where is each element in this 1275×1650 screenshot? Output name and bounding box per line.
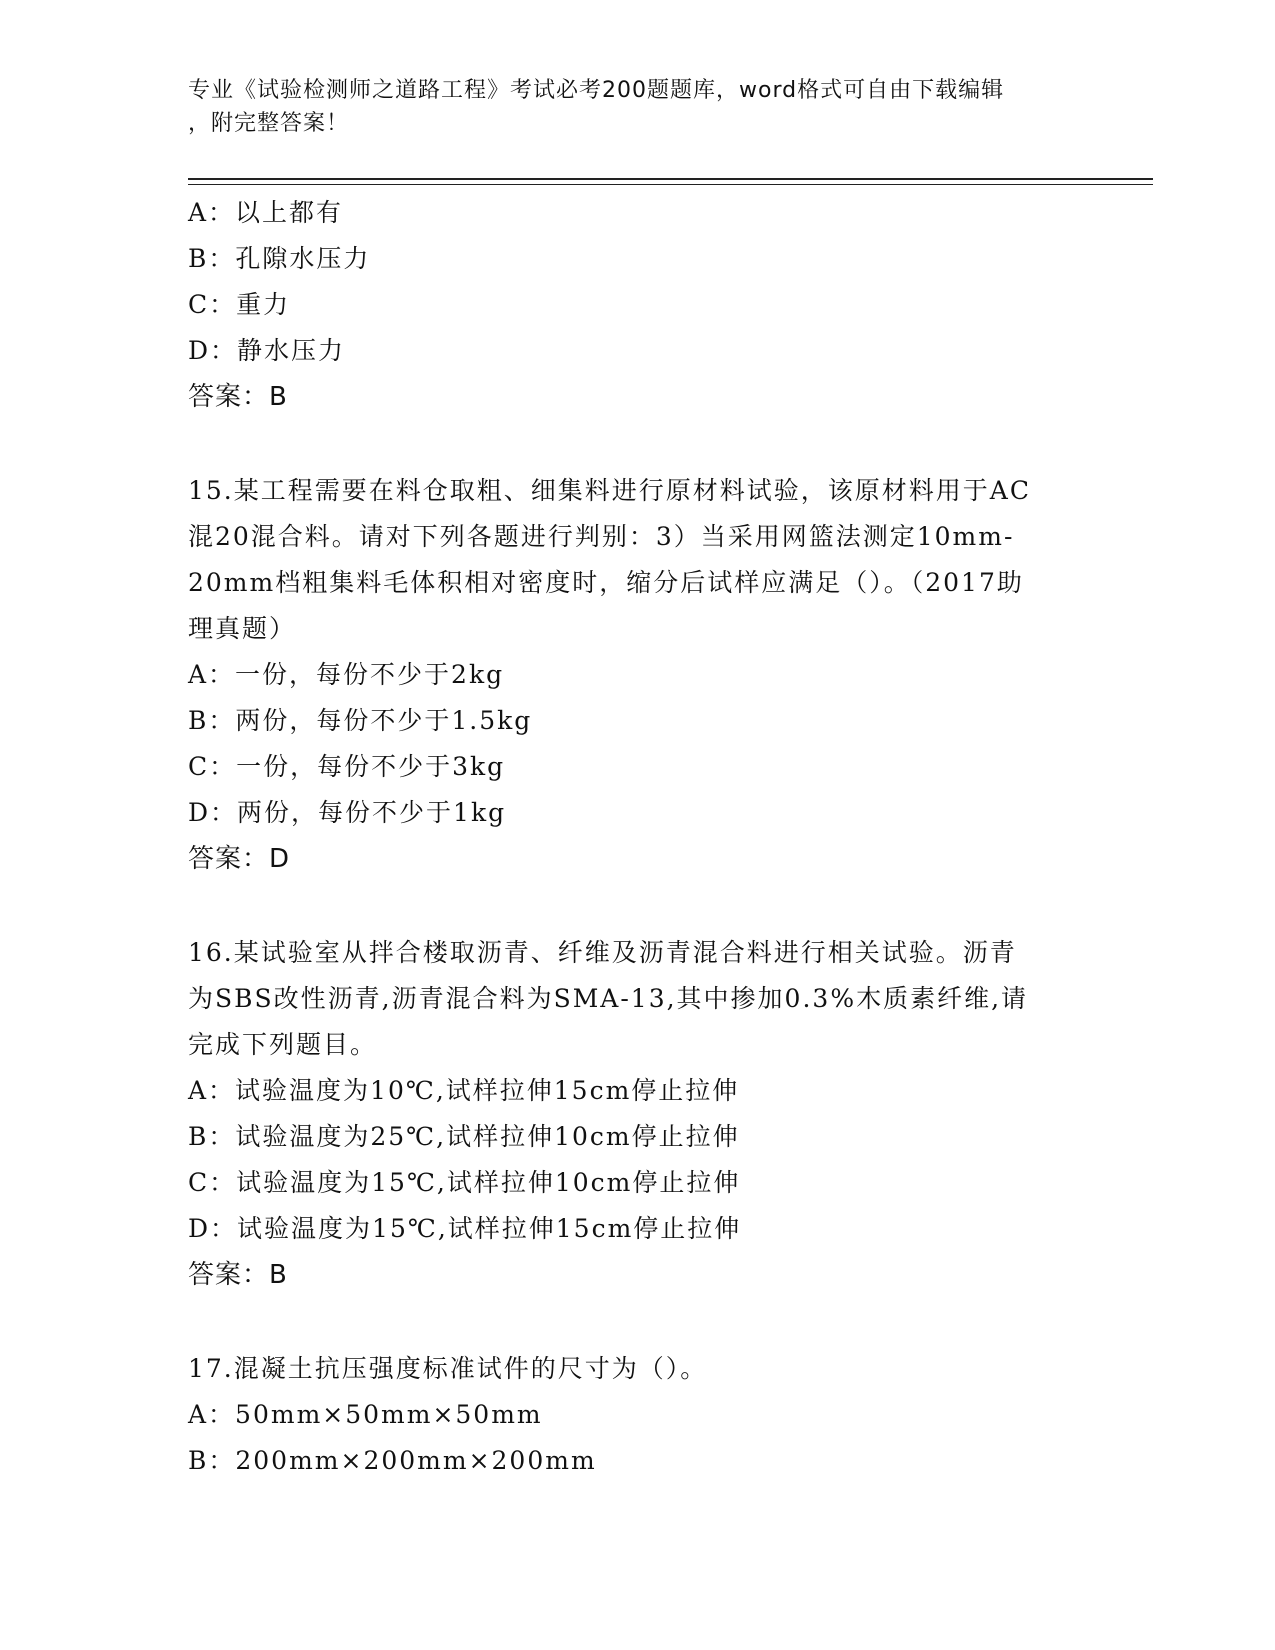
option-d: D：静水压力: [188, 336, 346, 365]
option-c: C：重力: [188, 290, 291, 319]
header-rule-thick: [188, 178, 1153, 180]
option-b: B：两份，每份不少于1.5kg: [188, 706, 533, 735]
option-a: A：一份，每份不少于2kg: [188, 660, 505, 689]
option-a: A：50mm×50mm×50mm: [188, 1400, 543, 1429]
header-line-2: ，附完整答案！: [188, 111, 350, 136]
question-stem-line: 混20混合料。请对下列各题进行判别：3）当采用网篮法测定10mm-: [188, 522, 1015, 551]
header-rule-thin: [188, 184, 1153, 185]
question-stem-line: 理真题）: [188, 614, 297, 643]
question-17: [188, 1346, 1088, 1484]
question-stem-line: 16.某试验室从拌合楼取沥青、纤维及沥青混合料进行相关试验。沥青: [188, 938, 1017, 967]
answer-line: 答案：B: [188, 382, 288, 412]
option-c: C：一份，每份不少于3kg: [188, 752, 506, 781]
document-content: [188, 190, 1088, 1484]
option-a: A：试验温度为10℃,试样拉伸15cm停止拉伸: [188, 1076, 740, 1105]
question-16: [188, 930, 1088, 1298]
header-line-1: 专业《试验检测师之道路工程》考试必考200题题库，word格式可自由下载编辑: [188, 78, 1005, 103]
question-stem-line: 完成下列题目。: [188, 1030, 378, 1059]
question-14: [188, 190, 1088, 420]
option-a: A：以上都有: [188, 198, 344, 227]
option-b: B：孔隙水压力: [188, 244, 371, 273]
question-stem-line: 15.某工程需要在料仓取粗、细集料进行原材料试验，该原材料用于AC: [188, 476, 1031, 505]
answer-line: 答案：D: [188, 844, 291, 874]
option-b: B：200mm×200mm×200mm: [188, 1446, 597, 1475]
option-d: D：两份，每份不少于1kg: [188, 798, 507, 827]
option-b: B：试验温度为25℃,试样拉伸10cm停止拉伸: [188, 1122, 740, 1151]
option-d: D：试验温度为15℃,试样拉伸15cm停止拉伸: [188, 1214, 742, 1243]
option-c: C：试验温度为15℃,试样拉伸10cm停止拉伸: [188, 1168, 741, 1197]
question-stem-line: 为SBS改性沥青,沥青混合料为SMA-13,其中掺加0.3%木质素纤维,请: [188, 984, 1029, 1013]
answer-line: 答案：B: [188, 1260, 288, 1290]
question-15: [188, 468, 1088, 882]
document-header: [188, 74, 1068, 140]
question-stem-line: 20mm档粗集料毛体积相对密度时，缩分后试样应满足（）。（2017助: [188, 568, 1024, 597]
question-stem-line: 17.混凝土抗压强度标准试件的尺寸为（）。: [188, 1354, 708, 1383]
